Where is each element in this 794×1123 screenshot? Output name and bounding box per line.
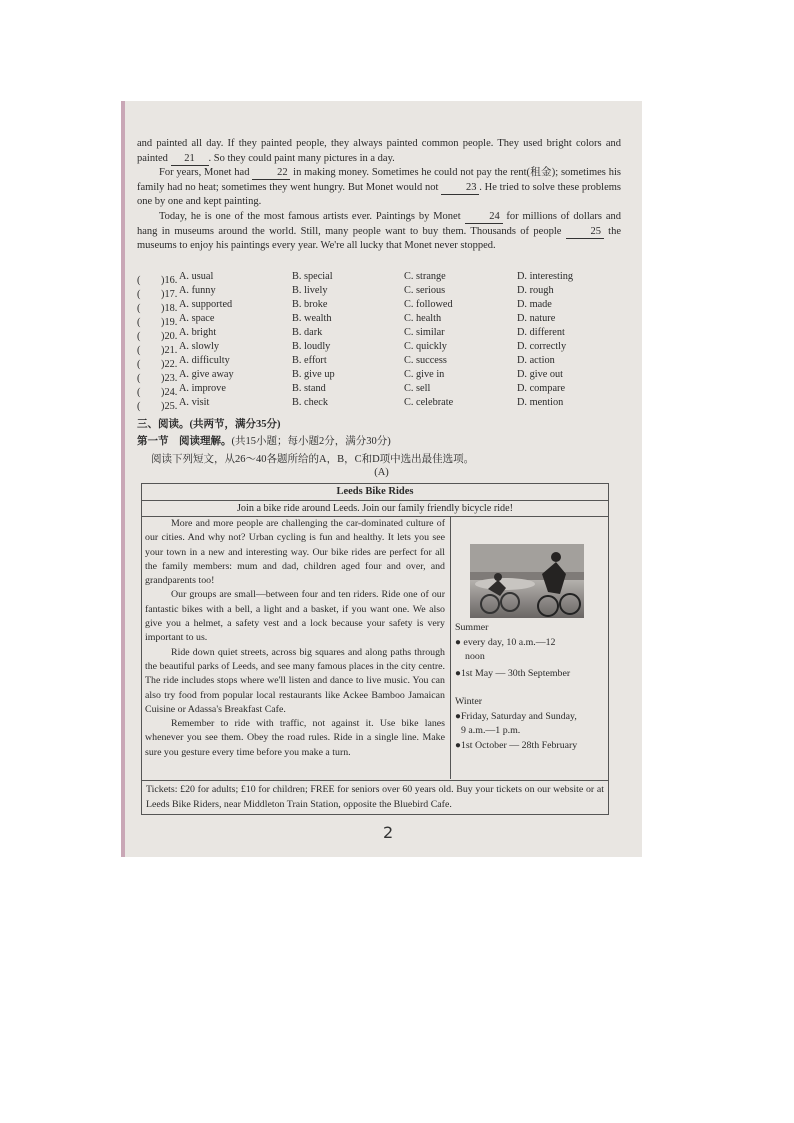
- question-number: ( )25.: [137, 401, 178, 412]
- ad-paragraph: Remember to ride with traffic, not against it. Use bike lanes whenever you see them. Obey the road rules. Ride in a single line. Make sure you gesture every time before you make a turn.: [145, 718, 445, 758]
- question-number: ( )21.: [137, 345, 178, 356]
- option-c: C. health: [404, 313, 442, 324]
- paragraph-text: . He tried to solve these problems one by one and kept painting.: [137, 181, 622, 208]
- paragraph-3: [137, 210, 621, 254]
- paragraph-text: for millions of dollars and hang in museums around the world. Still, many people want to buy them. Thousands of people: [137, 211, 622, 237]
- option-d: D. made: [517, 299, 552, 310]
- paragraph-1: [137, 137, 621, 166]
- ad-description: [142, 517, 451, 779]
- blank-25: 25: [566, 226, 604, 239]
- option-d: D. different: [517, 327, 565, 338]
- option-c: C. give in: [404, 369, 445, 380]
- summer-dates: ●1st May — 30th September: [455, 668, 571, 679]
- option-b: B. broke: [292, 299, 328, 310]
- option-a: A. difficulty: [179, 355, 230, 366]
- option-c: C. quickly: [404, 341, 447, 352]
- option-row: [137, 341, 627, 355]
- option-row: [137, 299, 627, 313]
- option-a: A. visit: [179, 397, 210, 408]
- blank-23: 23: [441, 182, 479, 195]
- option-c: C. celebrate: [404, 397, 454, 408]
- option-row: [137, 369, 627, 383]
- option-b: B. dark: [292, 327, 323, 338]
- passage-label: (A): [374, 467, 389, 478]
- paragraph-2: [137, 166, 621, 210]
- option-a: A. space: [179, 313, 215, 324]
- option-b: B. special: [292, 271, 333, 282]
- page-number: 2: [383, 823, 394, 842]
- option-d: D. give out: [517, 369, 564, 380]
- option-a: A. funny: [179, 285, 216, 296]
- option-b: B. stand: [292, 383, 326, 394]
- cyclists-image-icon: [470, 544, 584, 618]
- option-row: [137, 285, 627, 299]
- option-c: C. followed: [404, 299, 453, 310]
- option-b: B. give up: [292, 369, 335, 380]
- paragraph-text: For years, Monet had: [159, 167, 250, 178]
- winter-label: Winter: [455, 696, 483, 707]
- option-c: C. sell: [404, 383, 431, 394]
- question-number: ( )24.: [137, 387, 178, 398]
- exam-page-photo: [121, 101, 642, 857]
- blank-24: 24: [465, 211, 503, 224]
- section-label: 第一节 阅读理解。: [137, 436, 232, 447]
- option-a: A. supported: [179, 299, 233, 310]
- question-number: ( )23.: [137, 373, 178, 384]
- option-c: C. similar: [404, 327, 445, 338]
- option-d: D. correctly: [517, 341, 567, 352]
- option-row: [137, 383, 627, 397]
- option-b: B. check: [292, 397, 329, 408]
- option-d: D. interesting: [517, 271, 574, 282]
- ad-subtitle: Join a bike ride around Leeds. Join our family friendly bicycle ride!: [142, 501, 608, 517]
- question-number: ( )18.: [137, 303, 178, 314]
- section-detail: (共15小题；每小题2分，满分30分): [231, 436, 391, 447]
- winter-days: ●Friday, Saturday and Sunday,: [455, 711, 577, 722]
- option-row: [137, 397, 627, 411]
- paragraph-text: and painted all day. If they painted people, they always painted common people. They used bright colors and painted: [137, 138, 621, 164]
- ad-box: [141, 483, 609, 815]
- part-heading: 三、阅读。(共两节，满分35分): [137, 419, 281, 430]
- paragraph-text: . So they could paint many pictures in a day.: [208, 152, 395, 164]
- option-c: C. strange: [404, 271, 446, 282]
- question-number: ( )22.: [137, 359, 178, 370]
- winter-time: 9 a.m.—1 p.m.: [461, 725, 521, 736]
- question-number: ( )20.: [137, 331, 178, 342]
- option-a: A. slowly: [179, 341, 220, 352]
- option-c: C. serious: [404, 285, 446, 296]
- summer-time: noon: [465, 651, 485, 662]
- option-a: A. usual: [179, 271, 214, 282]
- option-d: D. mention: [517, 397, 564, 408]
- blank-21: 21: [171, 153, 209, 166]
- option-row: [137, 355, 627, 369]
- paragraph-text: Today, he is one of the most famous artists ever. Paintings by Monet: [159, 211, 461, 222]
- question-number: ( )17.: [137, 289, 178, 300]
- cyclists-photo: [470, 544, 584, 618]
- ad-paragraph: More and more people are challenging the car-dominated culture of our cities. And why not? Urban cycling is fun and healthy. It lets you see your town in a new and interesting way. Our bike rides are perfect for all the family members: mum and dad, children aged four and over, and grandparents too!: [145, 518, 445, 587]
- question-number: ( )16.: [137, 275, 178, 286]
- tickets-text: Tickets: £20 for adults; £10 for children; FREE for seniors over 60 years old. Buy your tickets on our website or at Leeds Bike Riders, near Middleton Train Station, opposite the Bluebird Cafe.: [146, 784, 604, 810]
- blank-22: 22: [252, 167, 290, 180]
- option-d: D. rough: [517, 285, 554, 296]
- option-a: A. bright: [179, 327, 217, 338]
- ad-title: Leeds Bike Rides: [142, 484, 608, 501]
- option-d: D. compare: [517, 383, 566, 394]
- summer-days: ● every day, 10 a.m.—12: [455, 637, 556, 648]
- option-row: [137, 313, 627, 327]
- option-c: C. success: [404, 355, 447, 366]
- option-b: B. wealth: [292, 313, 332, 324]
- option-d: D. nature: [517, 313, 556, 324]
- option-b: B. loudly: [292, 341, 331, 352]
- winter-dates: ●1st October — 28th February: [455, 740, 578, 751]
- option-b: B. lively: [292, 285, 328, 296]
- option-a: A. give away: [179, 369, 234, 380]
- option-row: [137, 327, 627, 341]
- ad-tickets: [142, 780, 608, 815]
- ad-paragraph: Ride down quiet streets, across big squares and along paths through the beautiful parks of Leeds, and see many famous places in the city centre. The ride includes stops where we'll listen and dance to live music. You can also try food from popular local restaurants like Ackee Bamboo Jamaican Cuisine or Adassa's Breakfast Cafe.: [145, 646, 445, 715]
- paragraph-text: in making money. Sometimes he could not pay the rent(租金); sometimes his family had no heat; sometimes they went hungry. But Monet would not: [137, 167, 621, 193]
- ad-schedule: [451, 517, 608, 779]
- instruction: 阅读下列短文，从26～40各题所给的A，B，C和D项中选出最佳选项。: [151, 454, 475, 465]
- option-d: D. action: [517, 355, 555, 366]
- section-heading: [137, 433, 391, 448]
- option-row: [137, 271, 627, 285]
- summer-label: Summer: [455, 622, 489, 633]
- question-number: ( )19.: [137, 317, 178, 328]
- paragraph-text: the museums to enjoy his paintings every year. We're all lucky that Monet never stopped.: [137, 225, 621, 252]
- option-a: A. improve: [179, 383, 226, 394]
- ad-paragraph: Our groups are small—between four and ten riders. Ride one of our fantastic bikes with a bell, a light and a basket, if you want one. We also give you a helmet, a safety vest and a lock because your safety is very important to us.: [145, 589, 445, 644]
- option-b: B. effort: [292, 355, 327, 366]
